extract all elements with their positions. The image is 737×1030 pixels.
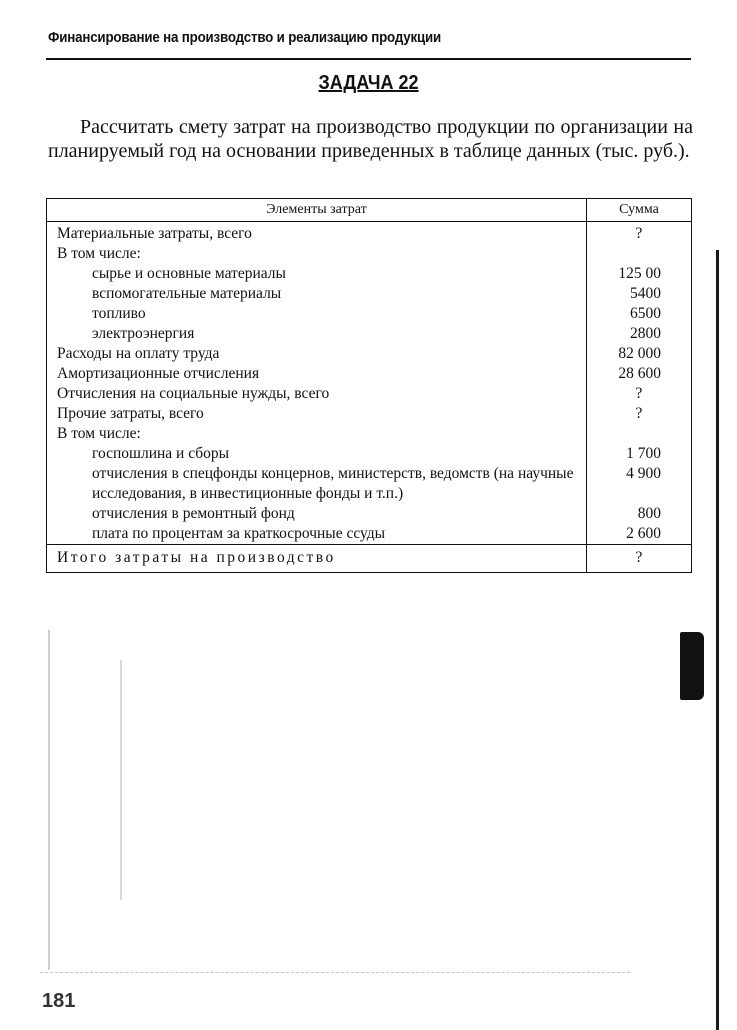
task-title: ЗАДАЧА 22: [318, 72, 419, 94]
row-value: 2 600: [587, 524, 692, 545]
table-row: [47, 464, 692, 504]
row-value: 800: [587, 504, 692, 524]
row-value: [587, 424, 692, 444]
row-label: топливо: [92, 305, 146, 322]
row-value: 2800: [587, 324, 692, 344]
total-label: Итого затраты на производство: [47, 545, 587, 573]
total-value: ?: [587, 545, 692, 573]
column-header-elements: Элементы затрат: [47, 199, 587, 222]
row-value: 4 900: [587, 464, 692, 504]
row-value: 125 00: [587, 264, 692, 284]
table-row: [47, 324, 692, 344]
table-row: [47, 504, 692, 524]
row-label: сырье и основные материалы: [92, 265, 286, 282]
table-row: [47, 304, 692, 324]
bleed-through-mark: [48, 630, 50, 970]
row-label: В том числе:: [57, 245, 141, 262]
table-row: [47, 222, 692, 245]
bleed-through-mark: [120, 660, 122, 900]
row-value: 5400: [587, 284, 692, 304]
column-header-sum: Сумма: [587, 199, 692, 222]
row-value: ?: [587, 404, 692, 424]
row-value: ?: [587, 384, 692, 404]
row-label: В том числе:: [57, 425, 141, 442]
header-rule: [46, 58, 691, 60]
table-row: [47, 364, 692, 384]
row-label: Материальные затраты, всего: [57, 225, 252, 242]
table-row: [47, 444, 692, 464]
row-label: отчисления в ремонтный фонд: [92, 505, 295, 522]
binding-shadow-mark: [680, 632, 704, 700]
page-edge-shadow: [716, 250, 719, 1030]
row-value: ?: [587, 222, 692, 245]
cost-estimate-table: [46, 198, 692, 573]
row-label: Амортизационные отчисления: [57, 365, 260, 382]
table-row: [47, 524, 692, 545]
row-label: Расходы на оплату труда: [57, 345, 220, 362]
table-row: [47, 384, 692, 404]
table-row: [47, 424, 692, 444]
row-label: Отчисления на социальные нужды, всего: [57, 385, 330, 402]
bleed-through-rule: [40, 972, 630, 973]
row-value: 28 600: [587, 364, 692, 384]
task-statement: Рассчитать смету затрат на производство продукции по организации на планируемый год на основании приведенных в таблице данных (тыс. руб.).: [48, 116, 693, 162]
row-label: Прочие затраты, всего: [57, 405, 204, 422]
row-label: электроэнергия: [92, 325, 195, 342]
page-number: 181: [42, 990, 76, 1012]
table-total-row: [47, 545, 692, 573]
row-value: 1 700: [587, 444, 692, 464]
row-value: 82 000: [587, 344, 692, 364]
table-row: [47, 264, 692, 284]
table-header-row: [47, 199, 692, 222]
row-label: вспомогательные материалы: [92, 285, 282, 302]
table-row: [47, 404, 692, 424]
table-row: [47, 244, 692, 264]
table-row: [47, 284, 692, 304]
table-row: [47, 344, 692, 364]
running-header: Финансирование на производство и реализацию продукции: [48, 30, 442, 46]
row-label: госпошлина и сборы: [92, 445, 230, 462]
row-value: 6500: [587, 304, 692, 324]
faded-bleed-through-area: [40, 620, 630, 980]
row-value: [587, 244, 692, 264]
row-label: отчисления в спецфонды концернов, министерств, ведомств (на научные исследования, в инвестиционные фонды и т.п.): [92, 465, 574, 502]
row-label: плата по процентам за краткосрочные ссуды: [92, 525, 386, 542]
